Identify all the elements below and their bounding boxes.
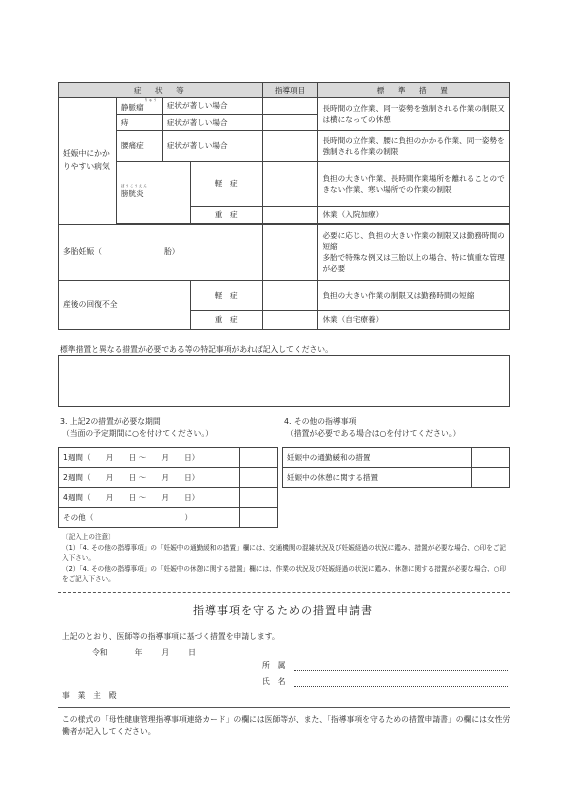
cystitis-mild-measure: 負担の大きい作業、長時間作業場所を離れることのできない作業、寒い場所での作業の制限 <box>318 161 510 206</box>
period-check-cell[interactable] <box>240 468 278 488</box>
postpartum-severe-measure: 休業（自宅療養） <box>318 310 510 329</box>
name-field[interactable] <box>294 686 508 687</box>
date-day: 日 <box>188 648 196 657</box>
cystitis-mild-guidance-cell[interactable] <box>262 161 318 206</box>
header-symptom: 症 状 等 <box>59 83 263 98</box>
name-label: 氏 名 <box>262 677 286 686</box>
period-row: 2週間（ 月 日 ～ 月 日） <box>59 468 240 488</box>
period-table <box>58 447 278 528</box>
section4-heading <box>284 416 460 440</box>
lumbago-measure: 長時間の立作業、腰に負担のかかる作業、同一姿勢を強制される作業の制限 <box>318 130 510 161</box>
application-date <box>92 647 196 658</box>
period-row: 4週間（ 月 日 ～ 月 日） <box>59 488 240 508</box>
varicose-name: りゅう 静脈瘤 <box>116 98 162 115</box>
lumbago-condition: 症状が著しい場合 <box>162 130 262 161</box>
cystitis-name: ぼうこうえん 膀胱炎 <box>116 161 190 223</box>
special-note-box[interactable] <box>58 355 510 407</box>
header-standard: 標 準 措 置 <box>318 83 510 98</box>
date-era: 令和 <box>92 648 108 657</box>
instructions-item: （1）「4. その他の指導事項」の「妊娠中の通勤緩和の措置」欄には、交通機関の混雑状況及び妊娠経過の状況に鑑み、措置が必要な場合、○印をご記入下さい。 <box>62 543 507 563</box>
postpartum-mild-measure: 負担の大きい作業の制限又は勤務時間の短縮 <box>318 280 510 310</box>
multiple-pregnancy-label: 多胎妊娠（ 胎） <box>59 224 263 280</box>
multiple-measure: 必要に応じ、負担の大きい作業の制限又は勤務時間の短縮 多胎で特殊な例又は三胎以上の場合、特に慎重な管理が必要 <box>318 224 510 280</box>
multiple-guidance-cell[interactable] <box>262 224 318 280</box>
special-note-label: 標準措置と異なる措置が必要である等の特記事項があれば記入してください。 <box>60 345 333 354</box>
instructions-title: 〔記入上の注意〕 <box>62 533 115 541</box>
footer-note: この様式の「母性健康管理指導事項連絡カード」の欄には医師等が、また、「指導事項を守るための措置申請書」の欄には女性労働者が記入してください。 <box>62 715 511 737</box>
other-guidance-row: 妊娠中の休憩に関する措置 <box>283 468 472 488</box>
other-guidance-table <box>282 447 510 488</box>
employer-label: 事 業 主 殿 <box>62 691 117 700</box>
hemorrhoid-name: 痔 <box>116 114 162 130</box>
lumbago-name: 腰痛症 <box>116 130 162 161</box>
measures-table <box>58 82 510 330</box>
other-guidance-row: 妊娠中の通勤緩和の措置 <box>283 448 472 468</box>
section4-subtitle: （措置が必要である場合は○を付けてください。） <box>286 429 461 439</box>
period-row: その他（ ） <box>59 508 240 528</box>
instructions-item: （2）「4. その他の指導事項」の「妊娠中の休憩に関する措置」欄には、作業の状況及び妊娠経過の状況に鑑み、休憩に関する措置が必要な場合、○印をご記入下さい。 <box>62 564 507 584</box>
section3-subtitle: （当面の予定期間に○を付けてください。） <box>62 429 214 439</box>
hemorrhoid-guidance-cell[interactable] <box>262 114 318 130</box>
postpartum-severe: 重 症 <box>190 310 262 329</box>
other-guidance-check-cell[interactable] <box>472 468 510 488</box>
other-guidance-check-cell[interactable] <box>472 448 510 468</box>
section3-title: 3. 上記2の措置が必要な期間 <box>60 417 161 426</box>
affiliation-field[interactable] <box>294 670 508 671</box>
period-row: 1週間（ 月 日 ～ 月 日） <box>59 448 240 468</box>
header-guidance: 指導項目 <box>262 83 318 98</box>
cystitis-severe-measure: 休業（入院加療） <box>318 206 510 223</box>
period-check-cell[interactable] <box>240 448 278 468</box>
pregnancy-disease-label: 妊娠中にかかりやすい病気 <box>59 98 117 225</box>
date-year: 年 <box>134 648 143 657</box>
cut-line <box>58 592 510 593</box>
varicose-measure: 長時間の立作業、同一姿勢を強制される作業の制限又は横になっての休憩 <box>318 98 510 131</box>
affiliation-label: 所 属 <box>262 661 286 670</box>
lumbago-guidance-cell[interactable] <box>262 130 318 161</box>
postpartum-severe-guidance-cell[interactable] <box>262 310 318 329</box>
footer-divider <box>58 707 510 708</box>
application-body: 上記のとおり、医師等の指導事項に基づく措置を申請します。 <box>62 632 280 641</box>
section3-heading <box>60 416 213 440</box>
varicose-condition: 症状が著しい場合 <box>162 98 262 115</box>
postpartum-label: 産後の回復不全 <box>59 280 191 329</box>
period-check-cell[interactable] <box>240 508 278 528</box>
period-check-cell[interactable] <box>240 488 278 508</box>
date-month: 月 <box>161 648 170 657</box>
instructions <box>62 532 512 585</box>
postpartum-mild: 軽 症 <box>190 280 262 310</box>
cystitis-mild: 軽 症 <box>190 161 262 206</box>
varicose-guidance-cell[interactable] <box>262 98 318 115</box>
section4-title: 4. その他の指導事項 <box>284 417 357 426</box>
postpartum-mild-guidance-cell[interactable] <box>262 280 318 310</box>
cystitis-severe-guidance-cell[interactable] <box>262 206 318 223</box>
cystitis-severe: 重 症 <box>190 206 262 223</box>
hemorrhoid-condition: 症状が著しい場合 <box>162 114 262 130</box>
application-title: 指導事項を守るための措置申請書 <box>193 604 373 617</box>
